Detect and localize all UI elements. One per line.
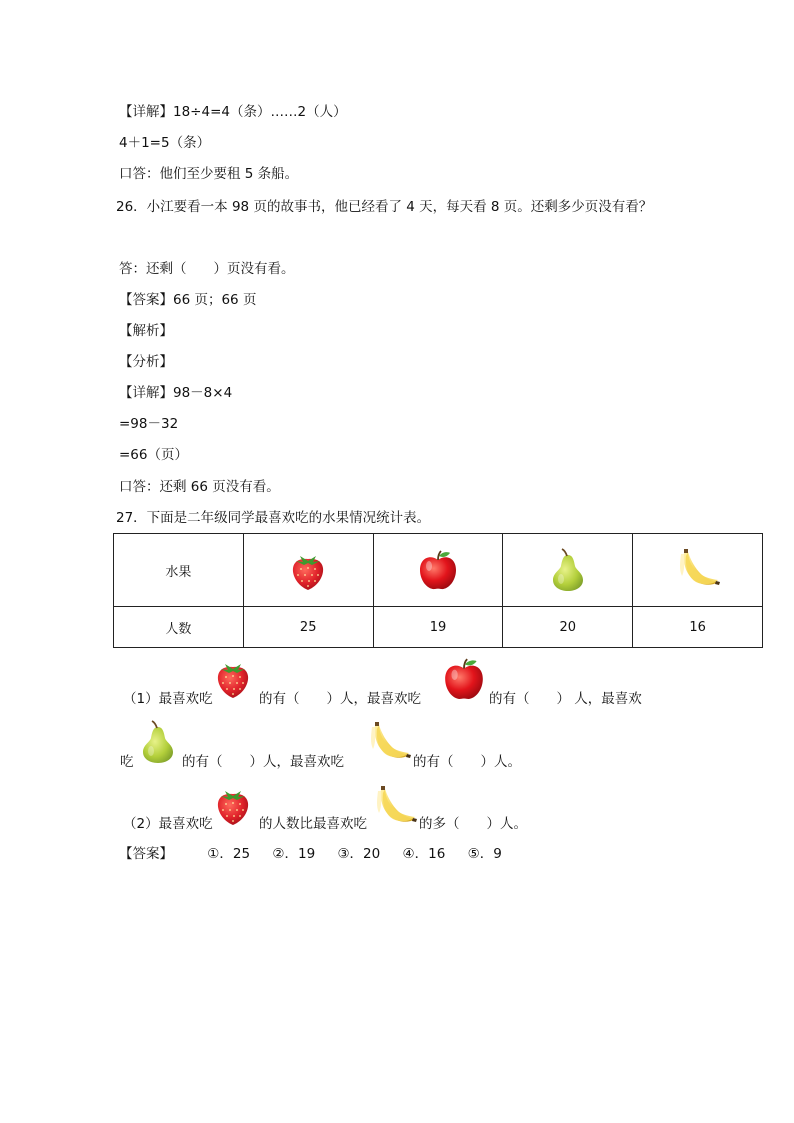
q27-answer-line bbox=[119, 845, 520, 863]
count-pear: 20 bbox=[503, 607, 633, 648]
table-header-fruit: 水果 bbox=[114, 534, 244, 607]
table-cell-pear bbox=[503, 534, 633, 607]
banana-icon bbox=[371, 784, 419, 830]
q25-detail: 【详解】18÷4=4（条）……2（人） bbox=[119, 104, 347, 120]
q26-question: 26．小江要看一本 98 页的故事书，他已经看了 4 天，每天看 8 页。还剩多少页没有看？ bbox=[116, 199, 653, 215]
banana-icon bbox=[674, 548, 722, 592]
count-strawberry: 25 bbox=[243, 607, 373, 648]
q25-answer: 口答：他们至少要租 5 条船。 bbox=[119, 166, 299, 182]
q27-p1-text-d: 吃 bbox=[120, 754, 134, 770]
q26-step2: =66（页） bbox=[119, 447, 188, 463]
table-header-count: 人数 bbox=[114, 607, 244, 648]
table-row-fruit bbox=[114, 534, 763, 607]
q27-p1-text-a: （1）最喜欢吃 bbox=[123, 691, 213, 707]
q26-fenxi: 【分析】 bbox=[119, 354, 173, 370]
count-banana: 16 bbox=[633, 607, 763, 648]
strawberry-icon bbox=[213, 655, 253, 701]
q25-calc: 4＋1=5（条） bbox=[119, 135, 211, 151]
answer-item: ②．19 bbox=[272, 846, 316, 862]
strawberry-icon bbox=[288, 548, 328, 592]
q27-p1-text-f: 的有（ ）人。 bbox=[413, 754, 521, 770]
apple-icon bbox=[441, 656, 487, 702]
answer-item: ①．25 bbox=[207, 846, 251, 862]
answer-item: ⑤．9 bbox=[467, 846, 502, 862]
strawberry-icon bbox=[213, 782, 253, 828]
q27-p1-text-c: 的有（ ） 人，最喜欢 bbox=[489, 691, 642, 707]
table-row-count bbox=[114, 607, 763, 648]
q27-question: 27．下面是二年级同学最喜欢吃的水果情况统计表。 bbox=[116, 510, 431, 526]
pear-icon bbox=[136, 718, 180, 766]
count-apple: 19 bbox=[373, 607, 503, 648]
q27-p1-text-e: 的有（ ）人，最喜欢吃 bbox=[182, 754, 344, 770]
q27-p2-text-a: （2）最喜欢吃 bbox=[123, 816, 213, 832]
banana-icon bbox=[365, 720, 413, 766]
q26-answer: 【答案】66 页；66 页 bbox=[119, 292, 257, 308]
q26-fill: 答：还剩（ ）页没有看。 bbox=[119, 261, 295, 277]
answer-item: ④．16 bbox=[402, 846, 446, 862]
q26-detail: 【详解】98－8×4 bbox=[119, 385, 233, 401]
pear-icon bbox=[546, 547, 590, 593]
table-cell-banana bbox=[633, 534, 763, 607]
answer-label: 【答案】 bbox=[119, 846, 173, 862]
q27-p1-text-b: 的有（ ）人，最喜欢吃 bbox=[259, 691, 421, 707]
q27-p2-text-c: 的多（ ）人。 bbox=[419, 816, 527, 832]
answer-item: ③．20 bbox=[337, 846, 381, 862]
q27-p2-text-b: 的人数比最喜欢吃 bbox=[259, 816, 367, 832]
q26-step1: =98－32 bbox=[119, 416, 179, 432]
table-cell-apple bbox=[373, 534, 503, 607]
q26-oral: 口答：还剩 66 页没有看。 bbox=[119, 479, 280, 495]
apple-icon bbox=[416, 548, 460, 592]
q26-analysis: 【解析】 bbox=[119, 323, 173, 339]
table-cell-strawberry bbox=[243, 534, 373, 607]
fruit-stats-table bbox=[113, 533, 763, 648]
